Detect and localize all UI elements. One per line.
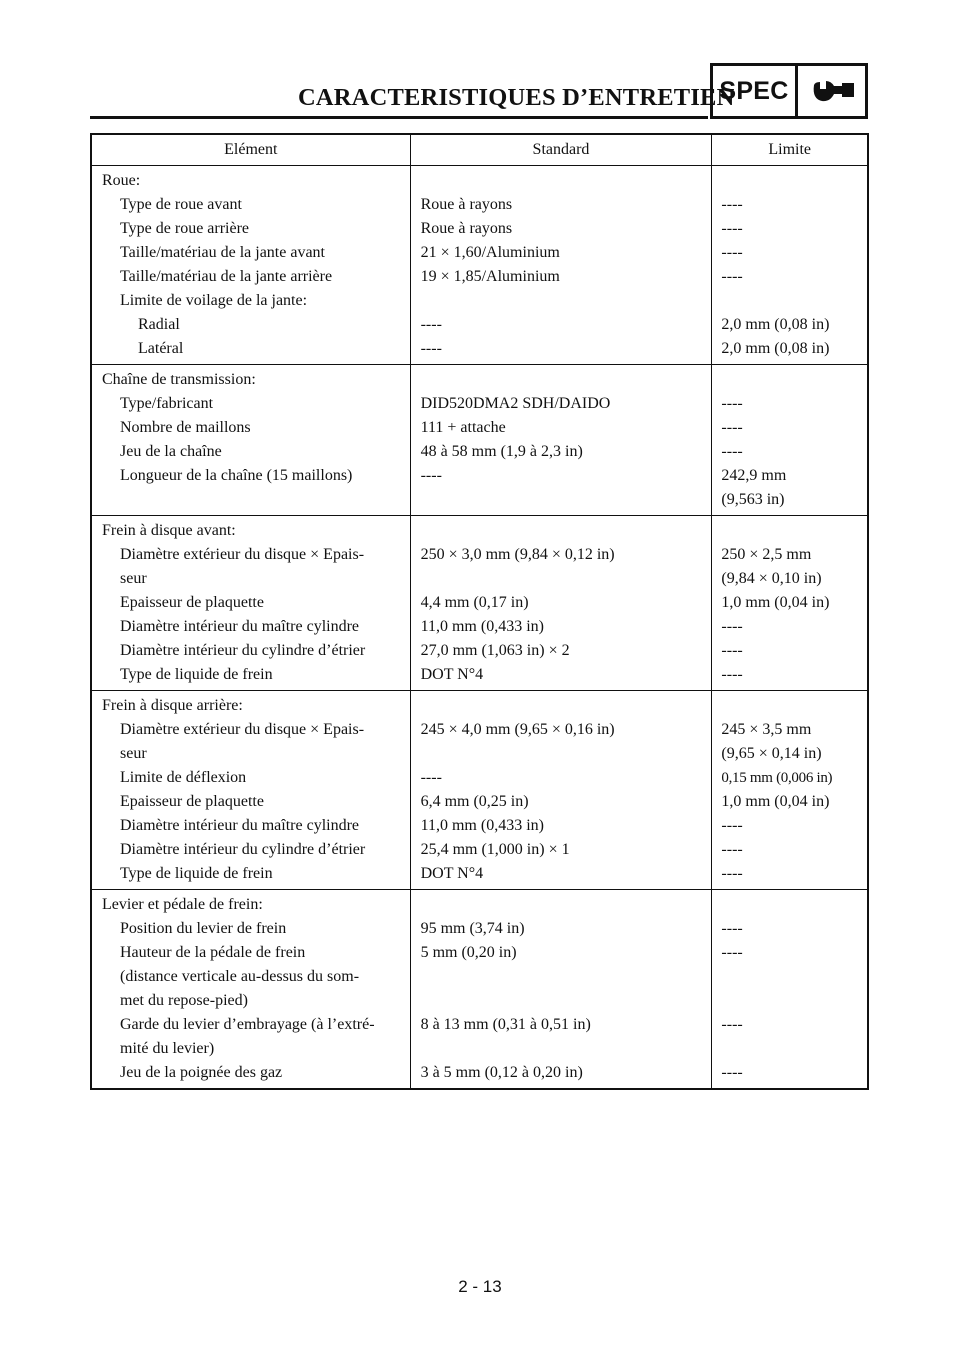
limit-value: ----	[721, 618, 743, 635]
item-label: Nombre de maillons	[120, 419, 251, 436]
standard-value: Roue à rayons	[420, 196, 513, 213]
item-label: Type de liquide de frein	[120, 666, 273, 683]
item-label: Diamètre intérieur du cylindre d’étrier	[120, 841, 366, 858]
limit-value: 2,0 mm (0,08 in)	[721, 340, 830, 357]
spacer	[411, 368, 712, 392]
limit-value: ----	[721, 196, 743, 213]
table-row	[91, 365, 868, 516]
element-cell	[91, 365, 410, 516]
limit-value: ----	[721, 419, 743, 436]
spacer	[411, 519, 712, 543]
table-body	[91, 166, 868, 1090]
spacer	[411, 169, 712, 193]
standard-value: ----	[420, 769, 442, 786]
item-label: Limite de déflexion	[120, 769, 247, 786]
page-title: CARACTERISTIQUES D’ENTRETIEN	[298, 84, 735, 111]
standard-value: 5 mm (0,20 in)	[420, 944, 517, 961]
standard-value: 11,0 mm (0,433 in)	[420, 817, 544, 834]
item-label: Latéral	[138, 340, 184, 357]
spacer	[712, 965, 867, 989]
item-label: Diamètre extérieur du disque × Epais-	[120, 546, 365, 563]
limit-value: ----	[721, 395, 743, 412]
item-label: Type de roue avant	[120, 196, 242, 213]
spacer	[712, 519, 867, 543]
limit-cell	[712, 890, 868, 1090]
item-label: Position du levier de frein	[120, 920, 287, 937]
item-label: Radial	[138, 316, 180, 333]
limit-value: ----	[721, 1016, 743, 1033]
group-title: Chaîne de transmission:	[102, 371, 256, 388]
standard-value: 27,0 mm (1,063 in) × 2	[420, 642, 570, 659]
col-header-element: Elément	[91, 134, 410, 166]
item-label: Diamètre intérieur du maître cylindre	[120, 817, 360, 834]
item-label: seur	[120, 570, 147, 587]
limit-value: (9,84 × 0,10 in)	[721, 570, 822, 587]
table-row	[91, 691, 868, 890]
item-label: Epaisseur de plaquette	[120, 793, 264, 810]
standard-value: 111 + attache	[420, 419, 506, 436]
item-label: Epaisseur de plaquette	[120, 594, 264, 611]
standard-cell	[410, 691, 712, 890]
limit-value: 245 × 3,5 mm	[721, 721, 812, 738]
spacer	[92, 488, 410, 512]
table-row	[91, 166, 868, 365]
limit-cell	[712, 166, 868, 365]
limit-value: ----	[721, 666, 743, 683]
item-label: Diamètre extérieur du disque × Epais-	[120, 721, 365, 738]
spacer	[411, 989, 712, 1013]
standard-value: 8 à 13 mm (0,31 à 0,51 in)	[420, 1016, 591, 1033]
standard-value: 95 mm (3,74 in)	[420, 920, 525, 937]
limit-value: 2,0 mm (0,08 in)	[721, 316, 830, 333]
limit-value	[712, 289, 867, 313]
limit-cell	[712, 516, 868, 691]
limit-value: ----	[721, 220, 743, 237]
element-cell	[91, 166, 410, 365]
item-label: Limite de voilage de la jante:	[120, 292, 308, 309]
group-title: Roue:	[102, 172, 141, 189]
spacer	[411, 567, 712, 591]
limit-value: ----	[721, 841, 743, 858]
item-label: (distance verticale au-dessus du som-	[120, 968, 360, 985]
spacer	[411, 965, 712, 989]
limit-value: ----	[721, 244, 743, 261]
standard-value: 19 × 1,85/Aluminium	[420, 268, 560, 285]
limit-value: 1,0 mm (0,04 in)	[721, 793, 830, 810]
standard-value: 3 à 5 mm (0,12 à 0,20 in)	[420, 1064, 583, 1081]
wrench-icon	[798, 66, 865, 116]
spacer	[411, 1037, 712, 1061]
item-label: Taille/matériau de la jante arrière	[120, 268, 333, 285]
item-label: Jeu de la poignée des gaz	[120, 1064, 283, 1081]
limit-value: ----	[721, 1064, 743, 1081]
group-title: Levier et pédale de frein:	[102, 896, 263, 913]
standard-value: ----	[420, 467, 442, 484]
standard-value	[411, 289, 712, 313]
limit-value: ----	[721, 268, 743, 285]
limit-cell	[712, 691, 868, 890]
standard-value: Roue à rayons	[420, 220, 513, 237]
element-cell	[91, 516, 410, 691]
standard-cell	[410, 166, 712, 365]
standard-value: DOT N°4	[420, 666, 484, 683]
limit-value: (9,65 × 0,14 in)	[721, 745, 822, 762]
item-label: Diamètre intérieur du cylindre d’étrier	[120, 642, 366, 659]
limit-value: ----	[721, 944, 743, 961]
limit-value: 0,15 mm (0,006 in)	[721, 770, 833, 786]
spec-badge	[710, 63, 868, 119]
group-title: Frein à disque avant:	[102, 522, 236, 539]
standard-value: ----	[420, 340, 442, 357]
limit-value: 242,9 mm	[721, 467, 787, 484]
item-label: Type de roue arrière	[120, 220, 250, 237]
item-label: Hauteur de la pédale de frein	[120, 944, 306, 961]
spacer	[411, 694, 712, 718]
table-row	[91, 516, 868, 691]
standard-value: 4,4 mm (0,17 in)	[420, 594, 529, 611]
limit-value: 1,0 mm (0,04 in)	[721, 594, 830, 611]
standard-value: 21 × 1,60/Aluminium	[420, 244, 560, 261]
item-label: met du repose-pied)	[120, 992, 248, 1009]
table-row	[91, 890, 868, 1090]
item-label: mité du levier)	[120, 1040, 215, 1057]
element-cell	[91, 691, 410, 890]
item-label: Jeu de la chaîne	[120, 443, 222, 460]
limit-value: ----	[721, 865, 743, 882]
table-header-row	[91, 134, 868, 166]
limit-value: ----	[721, 443, 743, 460]
standard-value: 25,4 mm (1,000 in) × 1	[420, 841, 570, 858]
item-label: Diamètre intérieur du maître cylindre	[120, 618, 360, 635]
item-label: Taille/matériau de la jante avant	[120, 244, 325, 261]
group-title: Frein à disque arrière:	[102, 697, 243, 714]
standard-cell	[410, 890, 712, 1090]
standard-value: 48 à 58 mm (1,9 à 2,3 in)	[420, 443, 583, 460]
item-label: Garde du levier d’embrayage (à l’extré-	[120, 1016, 375, 1033]
standard-cell	[410, 365, 712, 516]
element-cell	[91, 890, 410, 1090]
spacer	[411, 742, 712, 766]
spacer	[712, 893, 867, 917]
item-label: Type de liquide de frein	[120, 865, 273, 882]
spacer	[712, 1037, 867, 1061]
spacer	[712, 169, 867, 193]
limit-value: ----	[721, 642, 743, 659]
spacer	[712, 989, 867, 1013]
standard-value: 6,4 mm (0,25 in)	[420, 793, 529, 810]
spacer	[712, 694, 867, 718]
spec-table	[90, 133, 869, 1090]
standard-value: 250 × 3,0 mm (9,84 × 0,12 in)	[420, 546, 615, 563]
col-header-limit: Limite	[712, 134, 868, 166]
standard-value: DID520DMA2 SDH/DAIDO	[420, 395, 611, 412]
standard-value: 245 × 4,0 mm (9,65 × 0,16 in)	[420, 721, 615, 738]
item-label: Longueur de la chaîne (15 maillons)	[120, 467, 353, 484]
item-label: seur	[120, 745, 147, 762]
spacer	[712, 368, 867, 392]
standard-value: 11,0 mm (0,433 in)	[420, 618, 544, 635]
standard-cell	[410, 516, 712, 691]
header-rule	[90, 116, 708, 119]
item-label: Type/fabricant	[120, 395, 214, 412]
spacer	[411, 488, 712, 512]
limit-value: ----	[721, 920, 743, 937]
col-header-standard: Standard	[410, 134, 712, 166]
spacer	[411, 893, 712, 917]
limit-cell	[712, 365, 868, 516]
standard-value: DOT N°4	[420, 865, 484, 882]
limit-value: 250 × 2,5 mm	[721, 546, 812, 563]
limit-value: (9,563 in)	[721, 491, 785, 508]
limit-value: ----	[721, 817, 743, 834]
page-number: 2 - 13	[458, 1277, 502, 1296]
standard-value: ----	[420, 316, 442, 333]
spec-badge-label: SPEC	[713, 66, 798, 116]
